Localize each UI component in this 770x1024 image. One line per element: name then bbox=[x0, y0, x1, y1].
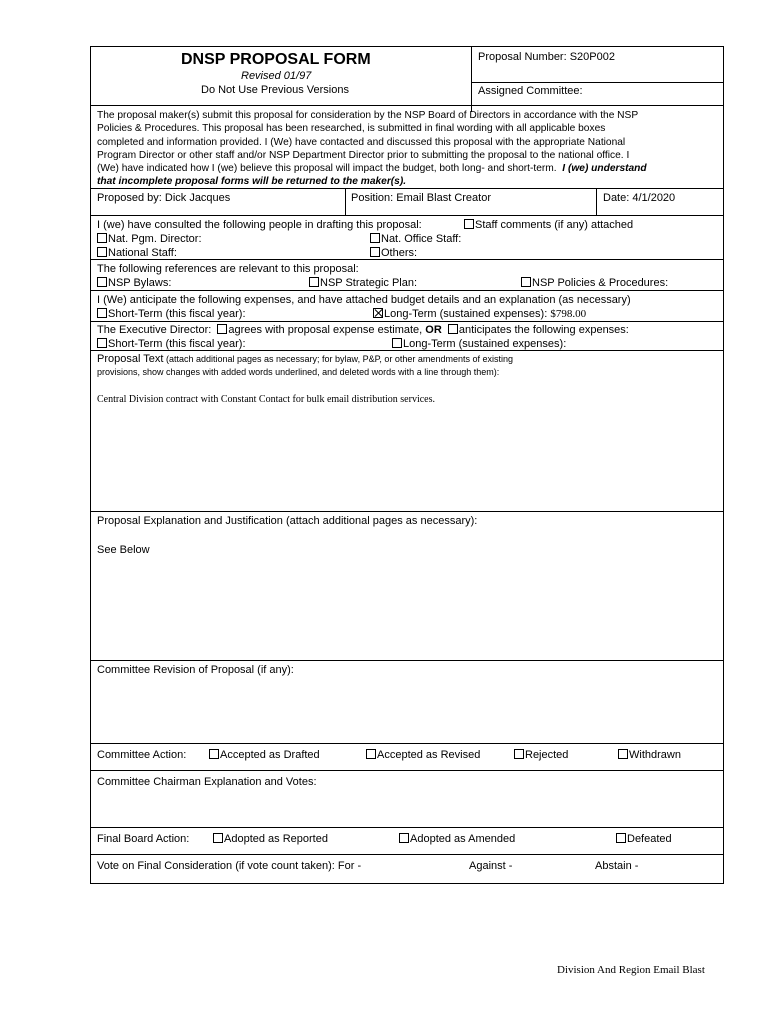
expenses-label: I (We) anticipate the following expenses, and have attached budget details and an explanation (as necessary) bbox=[97, 294, 631, 306]
references-label: The following references are relevant to this proposal: bbox=[97, 263, 359, 275]
checkbox-icon[interactable] bbox=[399, 833, 409, 843]
checkbox-icon[interactable] bbox=[217, 324, 227, 334]
explanation-label: Proposal Explanation and Justification (attach additional pages as necessary): bbox=[97, 515, 478, 527]
accepted-drafted-option[interactable]: Accepted as Drafted bbox=[209, 749, 320, 761]
intro-line: (We) have indicated how I (we) believe this proposal will impact the budget, both long- and short-term. I (we) understand bbox=[97, 163, 647, 175]
withdrawn-option[interactable]: Withdrawn bbox=[618, 749, 681, 761]
anticipates-option[interactable]: anticipates the following expenses: bbox=[458, 324, 629, 336]
vote-abstain: Abstain - bbox=[595, 860, 639, 872]
accepted-revised-option[interactable]: Accepted as Revised bbox=[366, 749, 480, 761]
national-staff-option[interactable]: National Staff: bbox=[97, 247, 177, 259]
agrees-option[interactable]: agrees with proposal expense estimate, bbox=[228, 324, 423, 336]
checkbox-icon[interactable] bbox=[448, 324, 458, 334]
previous-versions-note: Do Not Use Previous Versions bbox=[201, 84, 349, 96]
nat-office-staff-option[interactable]: Nat. Office Staff: bbox=[370, 233, 461, 245]
committee-revision-label: Committee Revision of Proposal (if any): bbox=[97, 664, 294, 676]
vote-against: Against - bbox=[469, 860, 513, 872]
policies-option[interactable]: NSP Policies & Procedures: bbox=[521, 277, 668, 289]
proposal-form bbox=[90, 46, 724, 884]
assigned-committee-label: Assigned Committee: bbox=[478, 85, 583, 97]
exec-short-term-option[interactable]: Short-Term (this fiscal year): bbox=[97, 338, 246, 350]
expense-short-term-option[interactable]: Short-Term (this fiscal year): bbox=[97, 308, 246, 320]
checkbox-icon[interactable] bbox=[209, 749, 219, 759]
checkbox-icon[interactable] bbox=[97, 277, 107, 287]
checkbox-icon[interactable] bbox=[521, 277, 531, 287]
proposal-text-body: Central Division contract with Constant Contact for bulk email distribution services. bbox=[97, 394, 435, 405]
checkbox-icon[interactable] bbox=[618, 749, 628, 759]
defeated-option[interactable]: Defeated bbox=[616, 833, 672, 845]
others-option[interactable]: Others: bbox=[370, 247, 417, 259]
expense-long-term-option[interactable]: Long-Term (sustained expenses): $798.00 bbox=[373, 308, 586, 320]
revised-note: Revised 01/97 bbox=[241, 70, 312, 82]
checkbox-icon[interactable] bbox=[464, 219, 474, 229]
board-action-label: Final Board Action: bbox=[97, 833, 190, 845]
checkbox-icon[interactable] bbox=[97, 338, 107, 348]
staff-comments-option[interactable]: Staff comments (if any) attached bbox=[464, 219, 633, 231]
adopted-reported-option[interactable]: Adopted as Reported bbox=[213, 833, 328, 845]
proposal-number-field bbox=[478, 51, 615, 63]
proposal-number-value: S20P002 bbox=[569, 51, 615, 63]
checkbox-icon[interactable] bbox=[97, 308, 107, 318]
executive-director-row: The Executive Director: agrees with proposal expense estimate, OR anticipates the following expenses: bbox=[97, 324, 629, 336]
intro-line: Program Director or other staff and/or NSP Department Director prior to submitting the proposal to the national office. I bbox=[97, 149, 630, 161]
consulted-label: I (we) have consulted the following people in drafting this proposal: bbox=[97, 219, 422, 231]
strategic-plan-option[interactable]: NSP Strategic Plan: bbox=[309, 277, 417, 289]
proposal-number-label: Proposal Number: bbox=[478, 51, 567, 63]
intro-line: completed and information provided. I (We) have contacted and discussed this proposal with the appropriate National bbox=[97, 136, 626, 148]
checkbox-icon[interactable] bbox=[514, 749, 524, 759]
intro-emphasis: I (we) understand bbox=[562, 163, 647, 175]
checkbox-icon[interactable] bbox=[392, 338, 402, 348]
checkbox-icon[interactable] bbox=[97, 233, 107, 243]
checkbox-icon[interactable] bbox=[616, 833, 626, 843]
vote-label: Vote on Final Consideration (if vote count taken): For - bbox=[97, 860, 362, 872]
or-text: OR bbox=[425, 324, 442, 336]
explanation-body: See Below bbox=[97, 544, 150, 556]
checkbox-icon[interactable] bbox=[366, 749, 376, 759]
committee-action-label: Committee Action: bbox=[97, 749, 187, 761]
intro-line: The proposal maker(s) submit this proposal for consideration by the NSP Board of Directors in accordance with the NSP bbox=[97, 110, 639, 121]
chairman-explanation-label: Committee Chairman Explanation and Votes: bbox=[97, 776, 317, 788]
intro-paragraph bbox=[97, 109, 719, 189]
intro-line: Policies & Procedures. This proposal has been researched, is submitted in final wording with all applicable boxes bbox=[97, 123, 606, 135]
adopted-amended-option[interactable]: Adopted as Amended bbox=[399, 833, 515, 845]
position-field: Position: Email Blast Creator bbox=[351, 192, 491, 204]
exec-long-term-option[interactable]: Long-Term (sustained expenses): bbox=[392, 338, 566, 350]
checkbox-icon[interactable] bbox=[309, 277, 319, 287]
rejected-option[interactable]: Rejected bbox=[514, 749, 568, 761]
proposal-text-heading: Proposal Text (attach additional pages as necessary; for bylaw, P&P, or other amendments of existing bbox=[97, 353, 513, 365]
bylaws-option[interactable]: NSP Bylaws: bbox=[97, 277, 171, 289]
long-term-amount: $798.00 bbox=[550, 308, 587, 320]
checkbox-icon[interactable] bbox=[213, 833, 223, 843]
date-field: Date: 4/1/2020 bbox=[603, 192, 676, 204]
form-title: DNSP PROPOSAL FORM bbox=[181, 51, 371, 68]
proposal-text-note: provisions, show changes with added words underlined, and deleted words with a line through them): bbox=[97, 367, 500, 377]
footer-text: Division And Region Email Blast bbox=[557, 964, 705, 976]
checked-checkbox-icon[interactable] bbox=[373, 308, 383, 318]
proposed-by-field: Proposed by: Dick Jacques bbox=[97, 192, 231, 204]
intro-emphasis-line: that incomplete proposal forms will be returned to the maker(s). bbox=[97, 176, 407, 188]
checkbox-icon[interactable] bbox=[370, 247, 380, 257]
checkbox-icon[interactable] bbox=[97, 247, 107, 257]
checkbox-icon[interactable] bbox=[370, 233, 380, 243]
nat-pgm-director-option[interactable]: Nat. Pgm. Director: bbox=[97, 233, 202, 245]
